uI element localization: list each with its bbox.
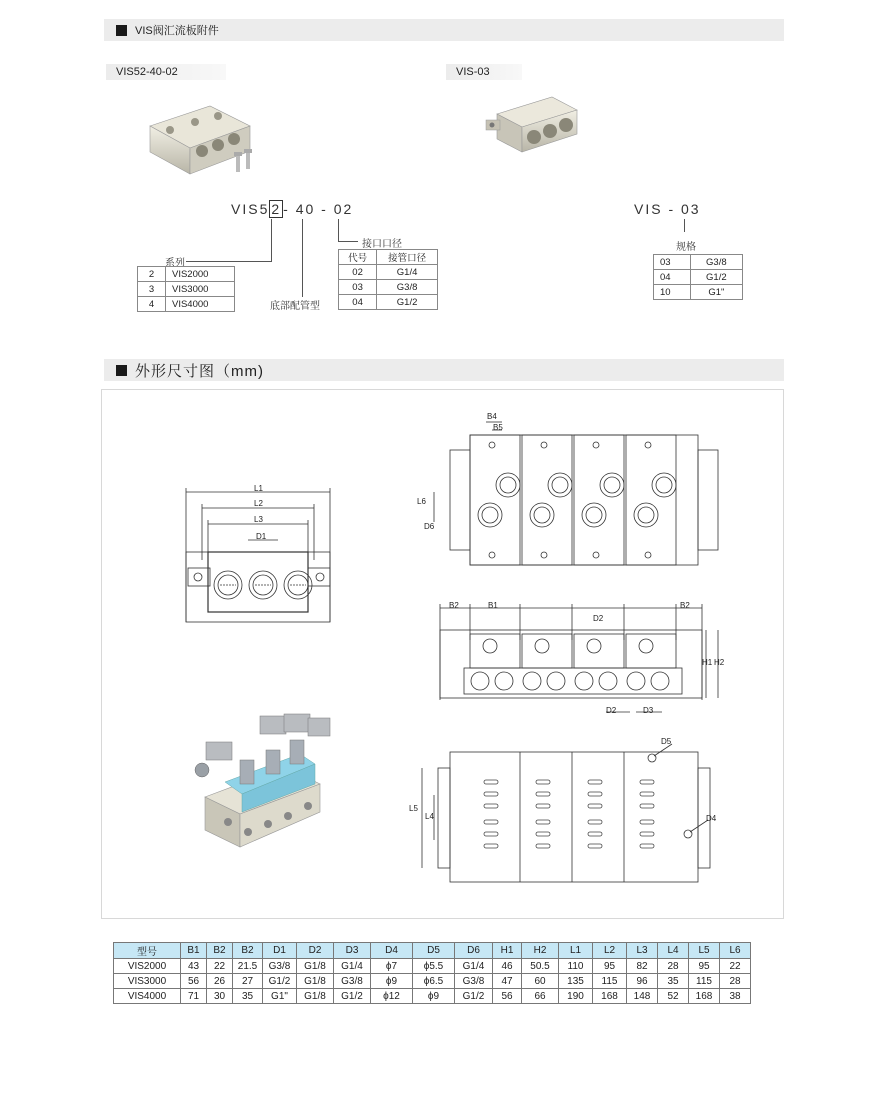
dim-l2: L2 [254, 499, 263, 508]
col-header: L1 [559, 943, 593, 959]
table-cell: G3/8 [263, 959, 297, 974]
section-title: VIS阀汇流板附件 [135, 25, 219, 37]
code-mid: - 40 - [283, 201, 328, 217]
table-cell: G1" [263, 989, 297, 1004]
dim-b1: B1 [488, 601, 498, 610]
dim-l5: L5 [409, 804, 418, 813]
dim-h1: H1 [702, 658, 713, 667]
table-cell: G3/8 [334, 974, 371, 989]
table-row [339, 295, 438, 310]
spec-code: 03 [654, 255, 691, 270]
table-cell: G1/2 [455, 989, 493, 1004]
table-cell: ϕ12 [371, 989, 413, 1004]
dim-l4: L4 [425, 812, 434, 821]
table-row [654, 255, 743, 270]
table-cell: 28 [720, 974, 751, 989]
table-row [339, 280, 438, 295]
table-cell: 135 [559, 974, 593, 989]
col-header: B1 [181, 943, 207, 959]
section-square-icon [116, 365, 127, 376]
col-header: D5 [413, 943, 455, 959]
leader-port [338, 219, 339, 241]
dim-d1: D1 [256, 532, 267, 541]
port-code: 02 [339, 265, 377, 280]
table-row [654, 285, 743, 300]
table-cell: 115 [689, 974, 720, 989]
blank-order-code: VIS - 03 [634, 201, 701, 217]
dim-b2-left: B2 [449, 601, 459, 610]
col-header: 型号 [114, 943, 181, 959]
series-code: 4 [138, 297, 166, 312]
table-row [138, 297, 235, 312]
table-cell: 168 [689, 989, 720, 1004]
table-cell: 71 [181, 989, 207, 1004]
assembled-manifold-photo [180, 712, 340, 862]
dimension-table [113, 942, 751, 1004]
table-cell: ϕ9 [413, 989, 455, 1004]
dim-d6: D6 [424, 522, 435, 531]
dim-h2: H2 [714, 658, 725, 667]
leader-series-h [186, 261, 272, 262]
table-cell: 148 [627, 989, 658, 1004]
top-view-drawing [420, 410, 720, 570]
spec-code: 10 [654, 285, 691, 300]
table-cell: 56 [181, 974, 207, 989]
table-cell: 22 [720, 959, 751, 974]
port-label: 接口口径 [362, 239, 402, 250]
table-cell: G1/8 [297, 989, 334, 1004]
table-cell: 47 [493, 974, 522, 989]
dim-d3: D3 [643, 706, 654, 715]
dim-d5: D5 [661, 737, 672, 746]
col-header: L3 [627, 943, 658, 959]
col-header: L4 [658, 943, 689, 959]
port-size: G1/2 [377, 295, 438, 310]
table-cell: 52 [658, 989, 689, 1004]
port-code: 03 [339, 280, 377, 295]
table-cell: 43 [181, 959, 207, 974]
table-cell: G3/8 [455, 974, 493, 989]
spec-small-table [653, 254, 743, 300]
table-cell: G1/8 [297, 959, 334, 974]
table-cell: G1/4 [334, 959, 371, 974]
order-code [231, 201, 353, 217]
leader-series [271, 219, 272, 261]
spec-code: 04 [654, 270, 691, 285]
table-cell: G1/8 [297, 974, 334, 989]
leader-port-h [338, 241, 358, 242]
table-cell: 190 [559, 989, 593, 1004]
col-header: H2 [522, 943, 559, 959]
leader-spec [684, 219, 685, 232]
table-cell: ϕ6.5 [413, 974, 455, 989]
table-cell: G1/4 [455, 959, 493, 974]
section-square-icon [116, 25, 127, 36]
col-header: L2 [593, 943, 627, 959]
col-header: D6 [455, 943, 493, 959]
port-header-code: 代号 [339, 250, 377, 265]
table-row [114, 959, 751, 974]
port-header-size: 接管口径 [377, 250, 438, 265]
table-cell: 168 [593, 989, 627, 1004]
col-header: D2 [297, 943, 334, 959]
table-cell: ϕ5.5 [413, 959, 455, 974]
table-row [114, 989, 751, 1004]
table-cell: G1/2 [334, 989, 371, 1004]
table-cell: 27 [233, 974, 263, 989]
series-name: VIS2000 [166, 267, 235, 282]
table-cell: 22 [207, 959, 233, 974]
col-header: D1 [263, 943, 297, 959]
table-cell: 26 [207, 974, 233, 989]
spec-size: G1/2 [690, 270, 742, 285]
table-row [339, 265, 438, 280]
table-cell: 115 [593, 974, 627, 989]
table-cell: 46 [493, 959, 522, 974]
table-row [138, 267, 235, 282]
table-row [114, 974, 751, 989]
spec-size: G1" [690, 285, 742, 300]
table-cell: 38 [720, 989, 751, 1004]
series-name: VIS4000 [166, 297, 235, 312]
table-cell: G1/2 [263, 974, 297, 989]
series-code: 3 [138, 282, 166, 297]
port-table [338, 249, 438, 310]
table-row [138, 282, 235, 297]
table-cell: VIS2000 [114, 959, 181, 974]
col-header: L5 [689, 943, 720, 959]
code-port: 02 [333, 201, 354, 217]
code-prefix: VIS5 [231, 201, 270, 217]
col-header: D3 [334, 943, 371, 959]
manifold-plate-photo [140, 96, 265, 181]
table-cell: VIS4000 [114, 989, 181, 1004]
table-cell: 96 [627, 974, 658, 989]
table-cell: 21.5 [233, 959, 263, 974]
col-header: B2 [207, 943, 233, 959]
table-cell: ϕ9 [371, 974, 413, 989]
dim-b5: B5 [493, 423, 503, 432]
table-cell: 35 [233, 989, 263, 1004]
section-header-dimensions [104, 359, 784, 381]
spec-size: G3/8 [690, 255, 742, 270]
model-label-vis03: VIS-03 [446, 64, 522, 80]
port-size: G1/4 [377, 265, 438, 280]
table-cell: 50.5 [522, 959, 559, 974]
table-cell: 66 [522, 989, 559, 1004]
port-code: 04 [339, 295, 377, 310]
series-label: 系列 [165, 258, 185, 269]
leader-base [302, 219, 303, 297]
dim-d4: D4 [706, 814, 717, 823]
table-cell: VIS3000 [114, 974, 181, 989]
table-cell: 110 [559, 959, 593, 974]
table-cell: 60 [522, 974, 559, 989]
table-row [654, 270, 743, 285]
table-cell: 95 [689, 959, 720, 974]
col-header: L6 [720, 943, 751, 959]
dim-d2-bottom: D2 [606, 706, 617, 715]
section-header-accessories [104, 19, 784, 41]
dim-b2-right: B2 [680, 601, 690, 610]
model-label-vis52: VIS52-40-02 [106, 64, 226, 80]
bottom-view-drawing [410, 740, 720, 890]
dim-b4: B4 [487, 412, 497, 421]
dim-l3: L3 [254, 515, 263, 524]
base-label: 底部配管型 [270, 301, 320, 312]
side-view-drawing [430, 600, 730, 720]
col-header: B2 [233, 943, 263, 959]
blanking-plate-photo [482, 92, 582, 157]
table-cell: 35 [658, 974, 689, 989]
spec-label: 规格 [676, 242, 696, 253]
table-cell: ϕ7 [371, 959, 413, 974]
port-size: G3/8 [377, 280, 438, 295]
col-header: D4 [371, 943, 413, 959]
table-cell: 30 [207, 989, 233, 1004]
table-cell: 56 [493, 989, 522, 1004]
dim-l6: L6 [417, 497, 426, 506]
dim-d2: D2 [593, 614, 604, 623]
table-header-row [114, 943, 751, 959]
table-header-row [339, 250, 438, 265]
series-code: 2 [138, 267, 166, 282]
col-header: H1 [493, 943, 522, 959]
table-cell: 82 [627, 959, 658, 974]
table-cell: 28 [658, 959, 689, 974]
section-title: 外形尺寸图（mm) [135, 362, 264, 380]
series-table [137, 266, 235, 312]
dim-l1: L1 [254, 484, 263, 493]
table-cell: 95 [593, 959, 627, 974]
code-series-box: 2 [271, 201, 282, 217]
series-name: VIS3000 [166, 282, 235, 297]
